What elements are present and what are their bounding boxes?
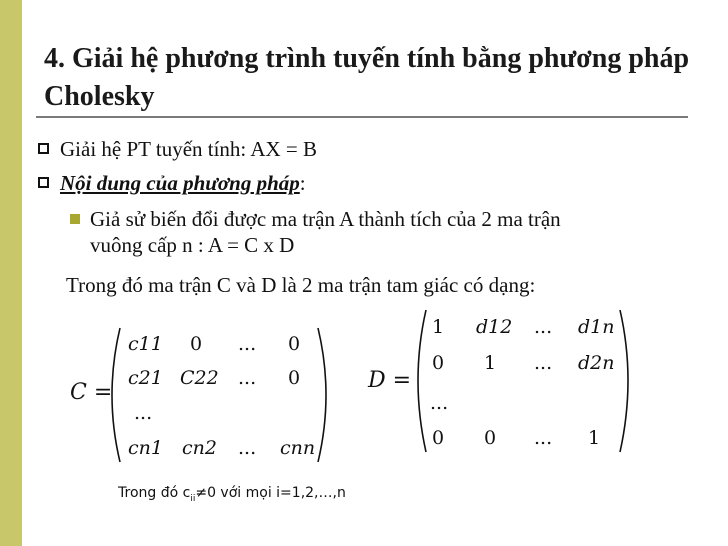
matrix-d-cell: 1 [588, 427, 601, 449]
matrix-c-left-bracket [112, 328, 120, 462]
matrix-c-cell: 0 [288, 367, 301, 389]
sub-bullet-line-2: vuông cấp n : A = C x D [90, 233, 295, 257]
matrix-d-left-bracket [418, 310, 426, 452]
matrix-c-cell: c11 [128, 333, 163, 355]
matrix-c-cell: c21 [128, 367, 163, 389]
matrix-c-cell: 0 [288, 333, 301, 355]
matrix-d-label: D = [368, 368, 412, 393]
bullet-text: Giải hệ PT tuyến tính: AX = B [60, 137, 318, 161]
matrix-c-cell: C22 [180, 367, 219, 389]
matrix-d-cell: ... [430, 392, 449, 414]
matrix-c-cell: ... [238, 437, 257, 459]
slide-title: 4. Giải hệ phương trình tuyến tính bằng phương pháp Cholesky [44, 43, 690, 112]
matrix-d-cell: ... [534, 352, 553, 374]
matrix-c-cell: ... [238, 367, 257, 389]
matrix-d-cell: ... [534, 427, 553, 449]
matrix-c-cell: cnn [280, 437, 316, 459]
matrix-d-cell: 0 [432, 427, 445, 449]
matrix-c-cell: ... [238, 333, 257, 355]
matrix-c-cell: cn2 [182, 437, 217, 459]
note-prefix: Trong đó c [118, 485, 191, 501]
matrix-c-cell: 0 [190, 333, 203, 355]
matrix-d-cell: 0 [484, 427, 497, 449]
sub-bullet-line-1: Giả sử biến đổi được ma trận A thành tích của 2 ma trận [90, 207, 561, 231]
matrix-d-cell: ... [534, 316, 553, 338]
matrix-c-cell: ... [134, 402, 153, 424]
bullet-heading-emphasis: Nội dung của phương pháp [60, 171, 300, 195]
matrix-c-right-bracket [318, 328, 326, 462]
matrix-d-cell: 1 [484, 352, 497, 374]
matrix-d-cell: 1 [432, 316, 445, 338]
triangular-matrix-intro: Trong đó ma trận C và D là 2 ma trận tam giác có dạng: [66, 273, 536, 297]
matrix-d-cell: d1n [578, 316, 615, 338]
matrix-d-cell: d2n [578, 352, 615, 374]
note-suffix: ≠0 với mọi i=1,2,…,n [195, 485, 346, 501]
matrix-d-cell: d12 [476, 316, 513, 338]
matrix-c-label: C = [70, 380, 113, 405]
note-subscript: ii [190, 493, 196, 504]
bullet-colon: : [299, 171, 306, 195]
diagonal-condition-note [118, 485, 346, 504]
matrix-d-right-bracket [620, 310, 628, 452]
matrix-d-cell: 0 [432, 352, 445, 374]
matrix-c-cell: cn1 [128, 437, 163, 459]
